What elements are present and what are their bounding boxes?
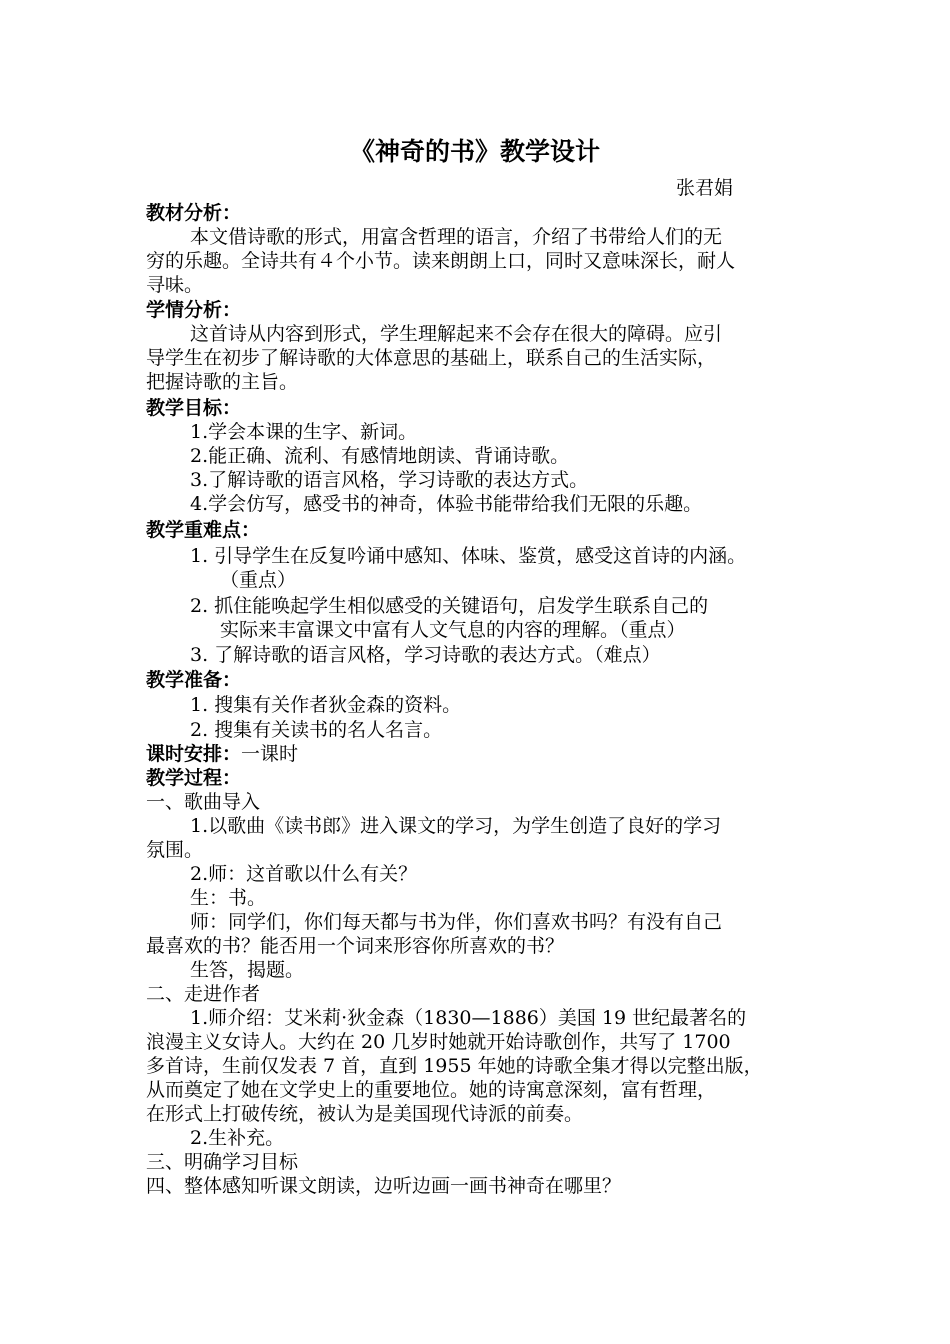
- list-item: 1. 搜集有关作者狄金森的资料。: [190, 694, 462, 716]
- paragraph-line: 生答，揭题。: [190, 959, 305, 981]
- paragraph-line: 穷的乐趣。全诗共有４个小节。读来朗朗上口，同时又意味深长，耐人: [146, 250, 736, 272]
- section-heading-schedule: 课时安排：: [146, 743, 242, 765]
- paragraph-line: 寻味。: [146, 274, 204, 296]
- paragraph-line: 在形式上打破传统，被认为是美国现代诗派的前奏。: [146, 1103, 584, 1125]
- subsection-heading: 二、走进作者: [146, 983, 261, 1005]
- paragraph-line: 最喜欢的书？能否用一个词来形容你所喜欢的书？: [146, 935, 565, 957]
- subsection-heading: 四、整体感知听课文朗读，边听边画一画书神奇在哪里？: [146, 1175, 622, 1197]
- section-heading-textbook-analysis: 教材分析：: [146, 202, 242, 224]
- schedule-value: 一课时: [241, 743, 299, 765]
- paragraph-line: 2.生补充。: [190, 1127, 285, 1149]
- paragraph-line: 氛围。: [146, 839, 204, 861]
- paragraph-line: 本文借诗歌的形式，用富含哲理的语言，介绍了书带给人们的无: [190, 226, 723, 248]
- section-heading-preparation: 教学准备：: [146, 669, 242, 691]
- list-item: 2. 搜集有关读书的名人名言。: [190, 719, 443, 741]
- list-item-continuation: （重点）: [220, 569, 297, 591]
- list-item: 3. 了解诗歌的语言风格，学习诗歌的表达方式。（难点）: [190, 644, 661, 666]
- list-item: 1. 引导学生在反复吟诵中感知、体味、鉴赏，感受这首诗的内涵。: [190, 545, 747, 567]
- list-item: 2.能正确、流利、有感情地朗读、背诵诗歌。: [190, 445, 570, 467]
- subsection-heading: 三、明确学习目标: [146, 1151, 299, 1173]
- paragraph-line: 多首诗，生前仅发表 7 首，直到 1955 年她的诗歌全集才得以完整出版，: [146, 1055, 763, 1077]
- section-heading-teaching-process: 教学过程：: [146, 767, 242, 789]
- paragraph-line: 1.以歌曲《读书郎》进入课文的学习，为学生创造了良好的学习: [190, 815, 722, 837]
- section-heading-key-points: 教学重难点：: [146, 519, 261, 541]
- paragraph-line: 师：同学们，你们每天都与书为伴，你们喜欢书吗？有没有自己: [190, 911, 723, 933]
- paragraph-line: 2.师：这首歌以什么有关？: [190, 863, 418, 885]
- lesson-schedule-line: [146, 742, 810, 766]
- paragraph-line: 1.师介绍：艾米莉·狄金森（1830—1886）美国 19 世纪最著名的: [190, 1007, 747, 1029]
- section-heading-teaching-goals: 教学目标：: [146, 397, 242, 419]
- paragraph-line: 这首诗从内容到形式，学生理解起来不会存在很大的障碍。应引: [190, 323, 723, 345]
- list-item: 3.了解诗歌的语言风格，学习诗歌的表达方式。: [190, 469, 589, 491]
- paragraph-line: 把握诗歌的主旨。: [146, 371, 299, 393]
- paragraph-line: 导学生在初步了解诗歌的大体意思的基础上，联系自己的生活实际，: [146, 347, 717, 369]
- paragraph-line: 浪漫主义女诗人。大约在 20 几岁时她就开始诗歌创作，共写了 1700: [146, 1031, 731, 1053]
- subsection-heading: 一、歌曲导入: [146, 791, 261, 813]
- author-name: 张君娟: [676, 177, 734, 199]
- list-item: 4.学会仿写，感受书的神奇，体验书能带给我们无限的乐趣。: [190, 493, 703, 515]
- list-item: 2. 抓住能唤起学生相似感受的关键语句，启发学生联系自己的: [190, 595, 709, 617]
- paragraph-line: 从而奠定了她在文学史上的重要地位。她的诗寓意深刻，富有哲理，: [146, 1079, 717, 1101]
- list-item: 1.学会本课的生字、新词。: [190, 421, 418, 443]
- section-heading-student-analysis: 学情分析：: [146, 299, 242, 321]
- document-title: 《神奇的书》教学设计: [349, 137, 600, 166]
- list-item-continuation: 实际来丰富课文中富有人文气息的内容的理解。（重点）: [220, 619, 686, 641]
- paragraph-line: 生：书。: [190, 887, 267, 909]
